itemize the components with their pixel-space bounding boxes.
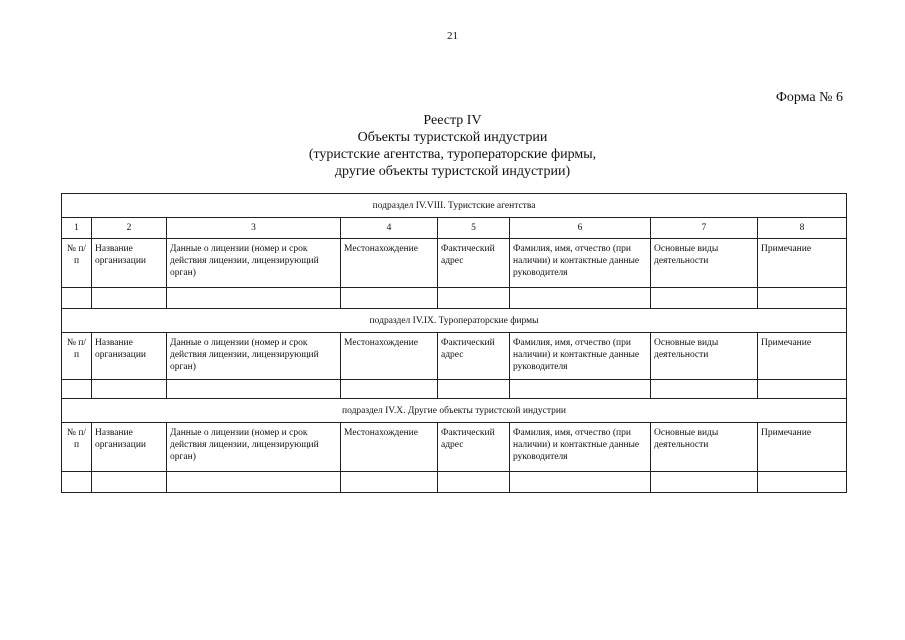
empty-cell[interactable] bbox=[651, 380, 758, 399]
empty-cell[interactable] bbox=[62, 380, 92, 399]
column-number: 5 bbox=[438, 218, 510, 239]
header-row bbox=[62, 333, 847, 380]
section-row bbox=[62, 194, 847, 218]
header-location: Местонахождение bbox=[341, 333, 438, 380]
header-note: Примечание bbox=[758, 333, 847, 380]
document-title bbox=[0, 112, 905, 180]
empty-cell[interactable] bbox=[341, 288, 438, 309]
empty-cell[interactable] bbox=[510, 288, 651, 309]
empty-cell[interactable] bbox=[510, 380, 651, 399]
empty-cell[interactable] bbox=[438, 472, 510, 493]
section-row bbox=[62, 399, 847, 423]
header-director: Фамилия, имя, отчество (при наличии) и контактные данные руководителя bbox=[510, 333, 651, 380]
empty-cell[interactable] bbox=[758, 288, 847, 309]
empty-cell[interactable] bbox=[651, 288, 758, 309]
section-title: подраздел IV.X. Другие объекты туристской индустрии bbox=[62, 399, 847, 423]
header-activities: Основные виды деятельности bbox=[651, 423, 758, 472]
empty-cell[interactable] bbox=[167, 288, 341, 309]
empty-data-row bbox=[62, 472, 847, 493]
column-number-row bbox=[62, 218, 847, 239]
header-license-data: Данные о лицензии (номер и срок действия лицензии, лицензирующий орган) bbox=[167, 239, 341, 288]
empty-cell[interactable] bbox=[92, 380, 167, 399]
header-row-number: № п/п bbox=[62, 423, 92, 472]
form-label: Форма № 6 bbox=[775, 90, 843, 105]
header-org-name: Название организации bbox=[92, 423, 167, 472]
column-number: 7 bbox=[651, 218, 758, 239]
column-number: 3 bbox=[167, 218, 341, 239]
header-actual-address: Фактический адрес bbox=[438, 239, 510, 288]
empty-cell[interactable] bbox=[341, 380, 438, 399]
empty-cell[interactable] bbox=[62, 288, 92, 309]
header-actual-address: Фактический адрес bbox=[438, 423, 510, 472]
header-org-name: Название организации bbox=[92, 333, 167, 380]
empty-cell[interactable] bbox=[651, 472, 758, 493]
section-title: подраздел IV.IX. Туроператорские фирмы bbox=[62, 309, 847, 333]
registry-table bbox=[61, 193, 847, 493]
page-number: 21 bbox=[447, 30, 458, 42]
header-row-number: № п/п bbox=[62, 333, 92, 380]
header-location: Местонахождение bbox=[341, 239, 438, 288]
header-row bbox=[62, 423, 847, 472]
empty-cell[interactable] bbox=[758, 380, 847, 399]
empty-cell[interactable] bbox=[341, 472, 438, 493]
header-director: Фамилия, имя, отчество (при наличии) и контактные данные руководителя bbox=[510, 239, 651, 288]
header-org-name: Название организации bbox=[92, 239, 167, 288]
empty-data-row bbox=[62, 288, 847, 309]
empty-cell[interactable] bbox=[92, 472, 167, 493]
title-line-2: Объекты туристской индустрии bbox=[357, 130, 548, 145]
title-line-1: Реестр IV bbox=[423, 113, 482, 128]
column-number: 8 bbox=[758, 218, 847, 239]
header-activities: Основные виды деятельности bbox=[651, 239, 758, 288]
header-license-data: Данные о лицензии (номер и срок действия лицензии, лицензирующий орган) bbox=[167, 423, 341, 472]
header-row bbox=[62, 239, 847, 288]
section-row bbox=[62, 309, 847, 333]
header-location: Местонахождение bbox=[341, 423, 438, 472]
header-note: Примечание bbox=[758, 239, 847, 288]
title-line-3: (туристские агентства, туроператорские фирмы, bbox=[308, 147, 597, 162]
title-line-4: другие объекты туристской индустрии) bbox=[334, 164, 571, 179]
empty-cell[interactable] bbox=[92, 288, 167, 309]
empty-cell[interactable] bbox=[62, 472, 92, 493]
column-number: 2 bbox=[92, 218, 167, 239]
column-number: 1 bbox=[62, 218, 92, 239]
header-director: Фамилия, имя, отчество (при наличии) и контактные данные руководителя bbox=[510, 423, 651, 472]
header-license-data: Данные о лицензии (номер и срок действия лицензии, лицензирующий орган) bbox=[167, 333, 341, 380]
header-activities: Основные виды деятельности bbox=[651, 333, 758, 380]
column-number: 6 bbox=[510, 218, 651, 239]
empty-cell[interactable] bbox=[510, 472, 651, 493]
empty-data-row bbox=[62, 380, 847, 399]
header-row-number: № п/п bbox=[62, 239, 92, 288]
header-note: Примечание bbox=[758, 423, 847, 472]
empty-cell[interactable] bbox=[167, 380, 341, 399]
empty-cell[interactable] bbox=[438, 288, 510, 309]
section-title: подраздел IV.VIII. Туристские агентства bbox=[62, 194, 847, 218]
empty-cell[interactable] bbox=[438, 380, 510, 399]
empty-cell[interactable] bbox=[167, 472, 341, 493]
empty-cell[interactable] bbox=[758, 472, 847, 493]
column-number: 4 bbox=[341, 218, 438, 239]
header-actual-address: Фактический адрес bbox=[438, 333, 510, 380]
